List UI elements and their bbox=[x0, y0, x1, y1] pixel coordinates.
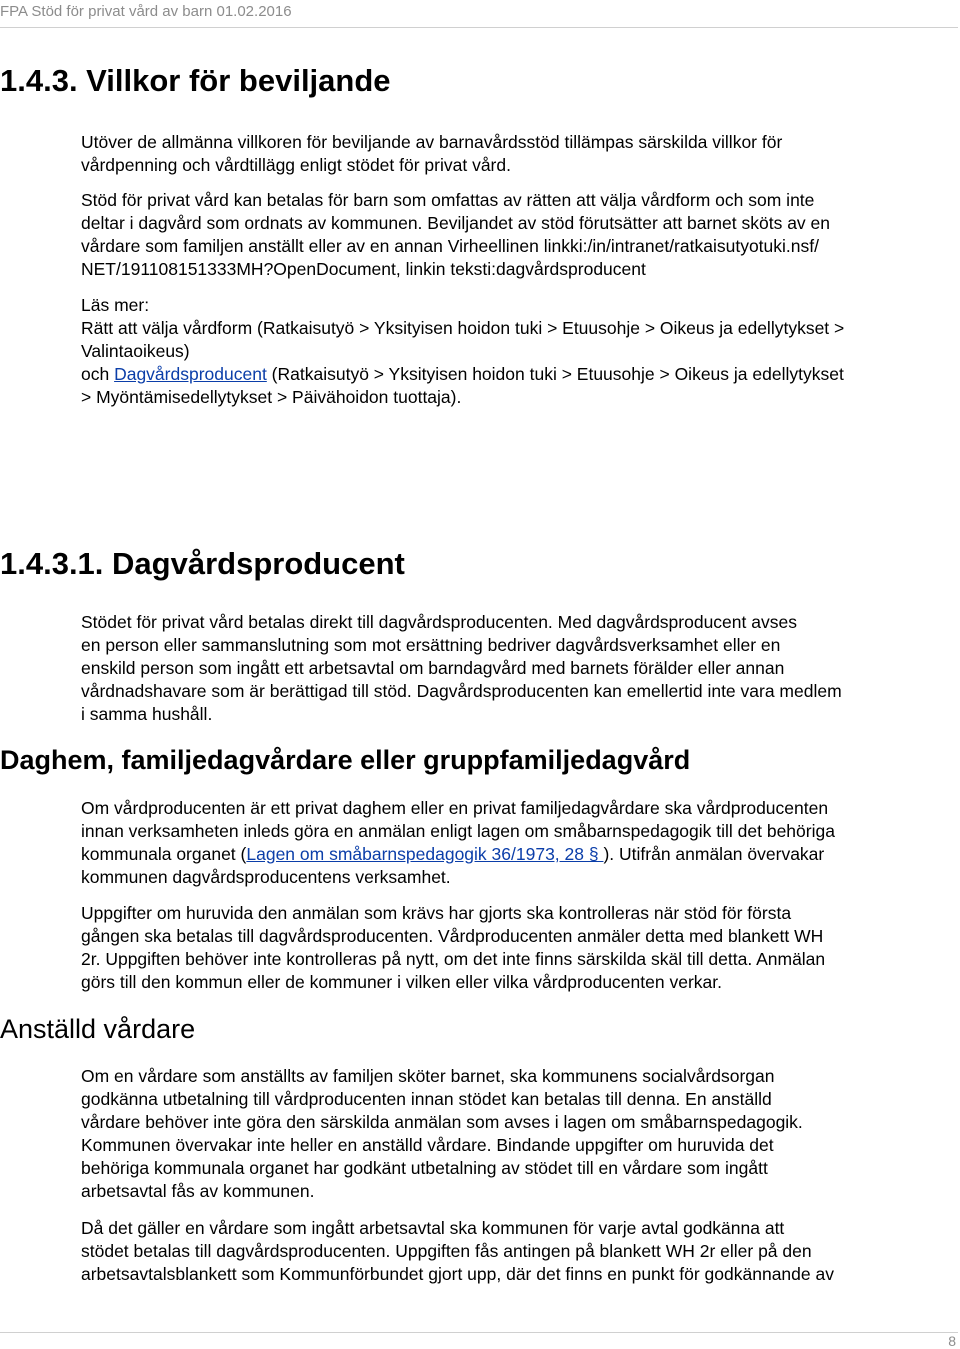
read-more-rest: (Ratkaisutyö > Yksityisen hoidon tuki > Etuusohje > Oikeus ja edellytykset bbox=[266, 364, 844, 384]
text-line: Om vårdproducenten är ett privat daghem eller en privat familjedagvårdare ska vårdproducenten bbox=[81, 798, 829, 818]
text-line: behöriga kommunala organet har godkänt utbetalning av stödet till en vårdare som ingått bbox=[81, 1158, 768, 1178]
daghem-heading: Daghem, familjedagvårdare eller gruppfamiljedagvård bbox=[0, 745, 691, 775]
text-line: vårdnadshavare som är berättigad till stöd. Dagvårdsproducenten kan emellertid inte vara medlem bbox=[81, 681, 842, 701]
text-line: gången ska betalas till dagvårdsproducenten. Vårdproducenten anmäler detta med blankett WH bbox=[81, 926, 824, 946]
text-line: stödet betalas till dagvårdsproducenten. Uppgiften fås antingen på blankett WH 2r eller på den bbox=[81, 1241, 812, 1261]
text-line: Kommunen övervakar inte heller en anställd vårdare. Bindande uppgifter om huruvida det bbox=[81, 1135, 774, 1155]
text-line: Då det gäller en vårdare som ingått arbetsavtal ska kommunen för varje avtal godkänna att bbox=[81, 1218, 785, 1238]
text-line bbox=[81, 843, 957, 866]
section-paragraph-2 bbox=[81, 189, 957, 281]
text-line: 2r. Uppgiften behöver inte kontrolleras på nytt, om det inte finns särskilda skäl till detta. Anmälan bbox=[81, 949, 826, 969]
footer-divider bbox=[0, 1332, 958, 1333]
dagvardsproducent-link[interactable]: Dagvårdsproducent bbox=[114, 364, 267, 384]
anstalld-paragraph-1 bbox=[81, 1065, 957, 1203]
text-line: vårdare behöver inte göra den särskilda anmälan som avses i lagen om småbarnspedagogik. bbox=[81, 1112, 803, 1132]
subsection-paragraph bbox=[81, 611, 957, 726]
text-line: Om en vårdare som anställts av familjen sköter barnet, ska kommunens socialvårdsorgan bbox=[81, 1066, 775, 1086]
daghem-paragraph-2 bbox=[81, 902, 957, 994]
text-line: godkänna utbetalning till vårdproducenten innan stödet kan betalas till denna. En anställd bbox=[81, 1089, 772, 1109]
text-line: Utöver de allmänna villkoren för beviljande av barnavårdsstöd tillämpas särskilda villkor för bbox=[81, 132, 783, 152]
text-line: kommunen dagvårdsproducentens verksamhet. bbox=[81, 867, 451, 887]
read-more-line: Valintaoikeus) bbox=[81, 341, 190, 361]
anstalld-paragraph-2 bbox=[81, 1217, 957, 1286]
text-line: i samma hushåll. bbox=[81, 704, 213, 724]
text-fragment: ). Utifrån anmälan övervakar bbox=[603, 844, 825, 864]
read-more-label: Läs mer: bbox=[81, 295, 150, 315]
law-link[interactable]: Lagen om småbarnspedagogik 36/1973, 28 § bbox=[246, 844, 604, 864]
section-heading: 1.4.3. Villkor för beviljande bbox=[0, 63, 391, 98]
read-more-line bbox=[81, 363, 957, 386]
read-more-block bbox=[81, 294, 957, 409]
och-text: och bbox=[81, 364, 115, 384]
read-more-line: Rätt att välja vårdform (Ratkaisutyö > Yksityisen hoidon tuki > Etuusohje > Oikeus ja edellytykset > bbox=[81, 318, 845, 338]
text-line: Stöd för privat vård kan betalas för barn som omfattas av rätten att välja vårdform och som inte bbox=[81, 190, 815, 210]
text-line: görs till den kommun eller de kommuner i vilken eller vilka vårdproducenten verkar. bbox=[81, 972, 722, 992]
document-header: FPA Stöd för privat vård av barn 01.02.2016 bbox=[0, 3, 292, 20]
text-line: deltar i dagvård som ordnats av kommunen. Beviljandet av stöd förutsätter att barnet sköts av en bbox=[81, 213, 831, 233]
text-line: NET/191108151333MH?OpenDocument, linkin teksti:dagvårdsproducent bbox=[81, 259, 646, 279]
text-line: arbetsavtal fås av kommunen. bbox=[81, 1181, 315, 1201]
subsection-heading: 1.4.3.1. Dagvårdsproducent bbox=[0, 546, 405, 581]
read-more-line: > Myöntämisedellytykset > Päivähoidon tuottaja). bbox=[81, 387, 462, 407]
anstalld-heading: Anställd vårdare bbox=[0, 1014, 196, 1044]
page-number: 8 bbox=[948, 1333, 956, 1349]
text-line: vårdpenning och vårdtillägg enligt stödet för privat vård. bbox=[81, 155, 511, 175]
text-line: Uppgifter om huruvida den anmälan som krävs har gjorts ska kontrolleras när stöd för första bbox=[81, 903, 792, 923]
text-line: vårdare som familjen anställt eller av en annan Virheellinen linkki:/in/intranet/ratkaisutyotuki.nsf/ bbox=[81, 236, 819, 256]
text-line: Stödet för privat vård betalas direkt till dagvårdsproducenten. Med dagvårdsproducent avses bbox=[81, 612, 797, 632]
daghem-paragraph-1 bbox=[81, 797, 957, 889]
text-line: enskild person som ingått ett arbetsavtal om barndagvård med barnets förälder eller annan bbox=[81, 658, 785, 678]
header-divider bbox=[0, 27, 958, 28]
text-fragment: kommunala organet ( bbox=[81, 844, 247, 864]
section-paragraph-1 bbox=[81, 131, 957, 177]
text-line: arbetsavtalsblankett som Kommunförbundet gjort upp, där det finns en punkt för godkännande av bbox=[81, 1264, 834, 1284]
text-line: en person eller sammanslutning som mot ersättning bedriver dagvårdsverksamhet eller en bbox=[81, 635, 781, 655]
text-line: innan verksamheten inleds göra en anmälan enligt lagen om småbarnspedagogik till det behöriga bbox=[81, 821, 835, 841]
